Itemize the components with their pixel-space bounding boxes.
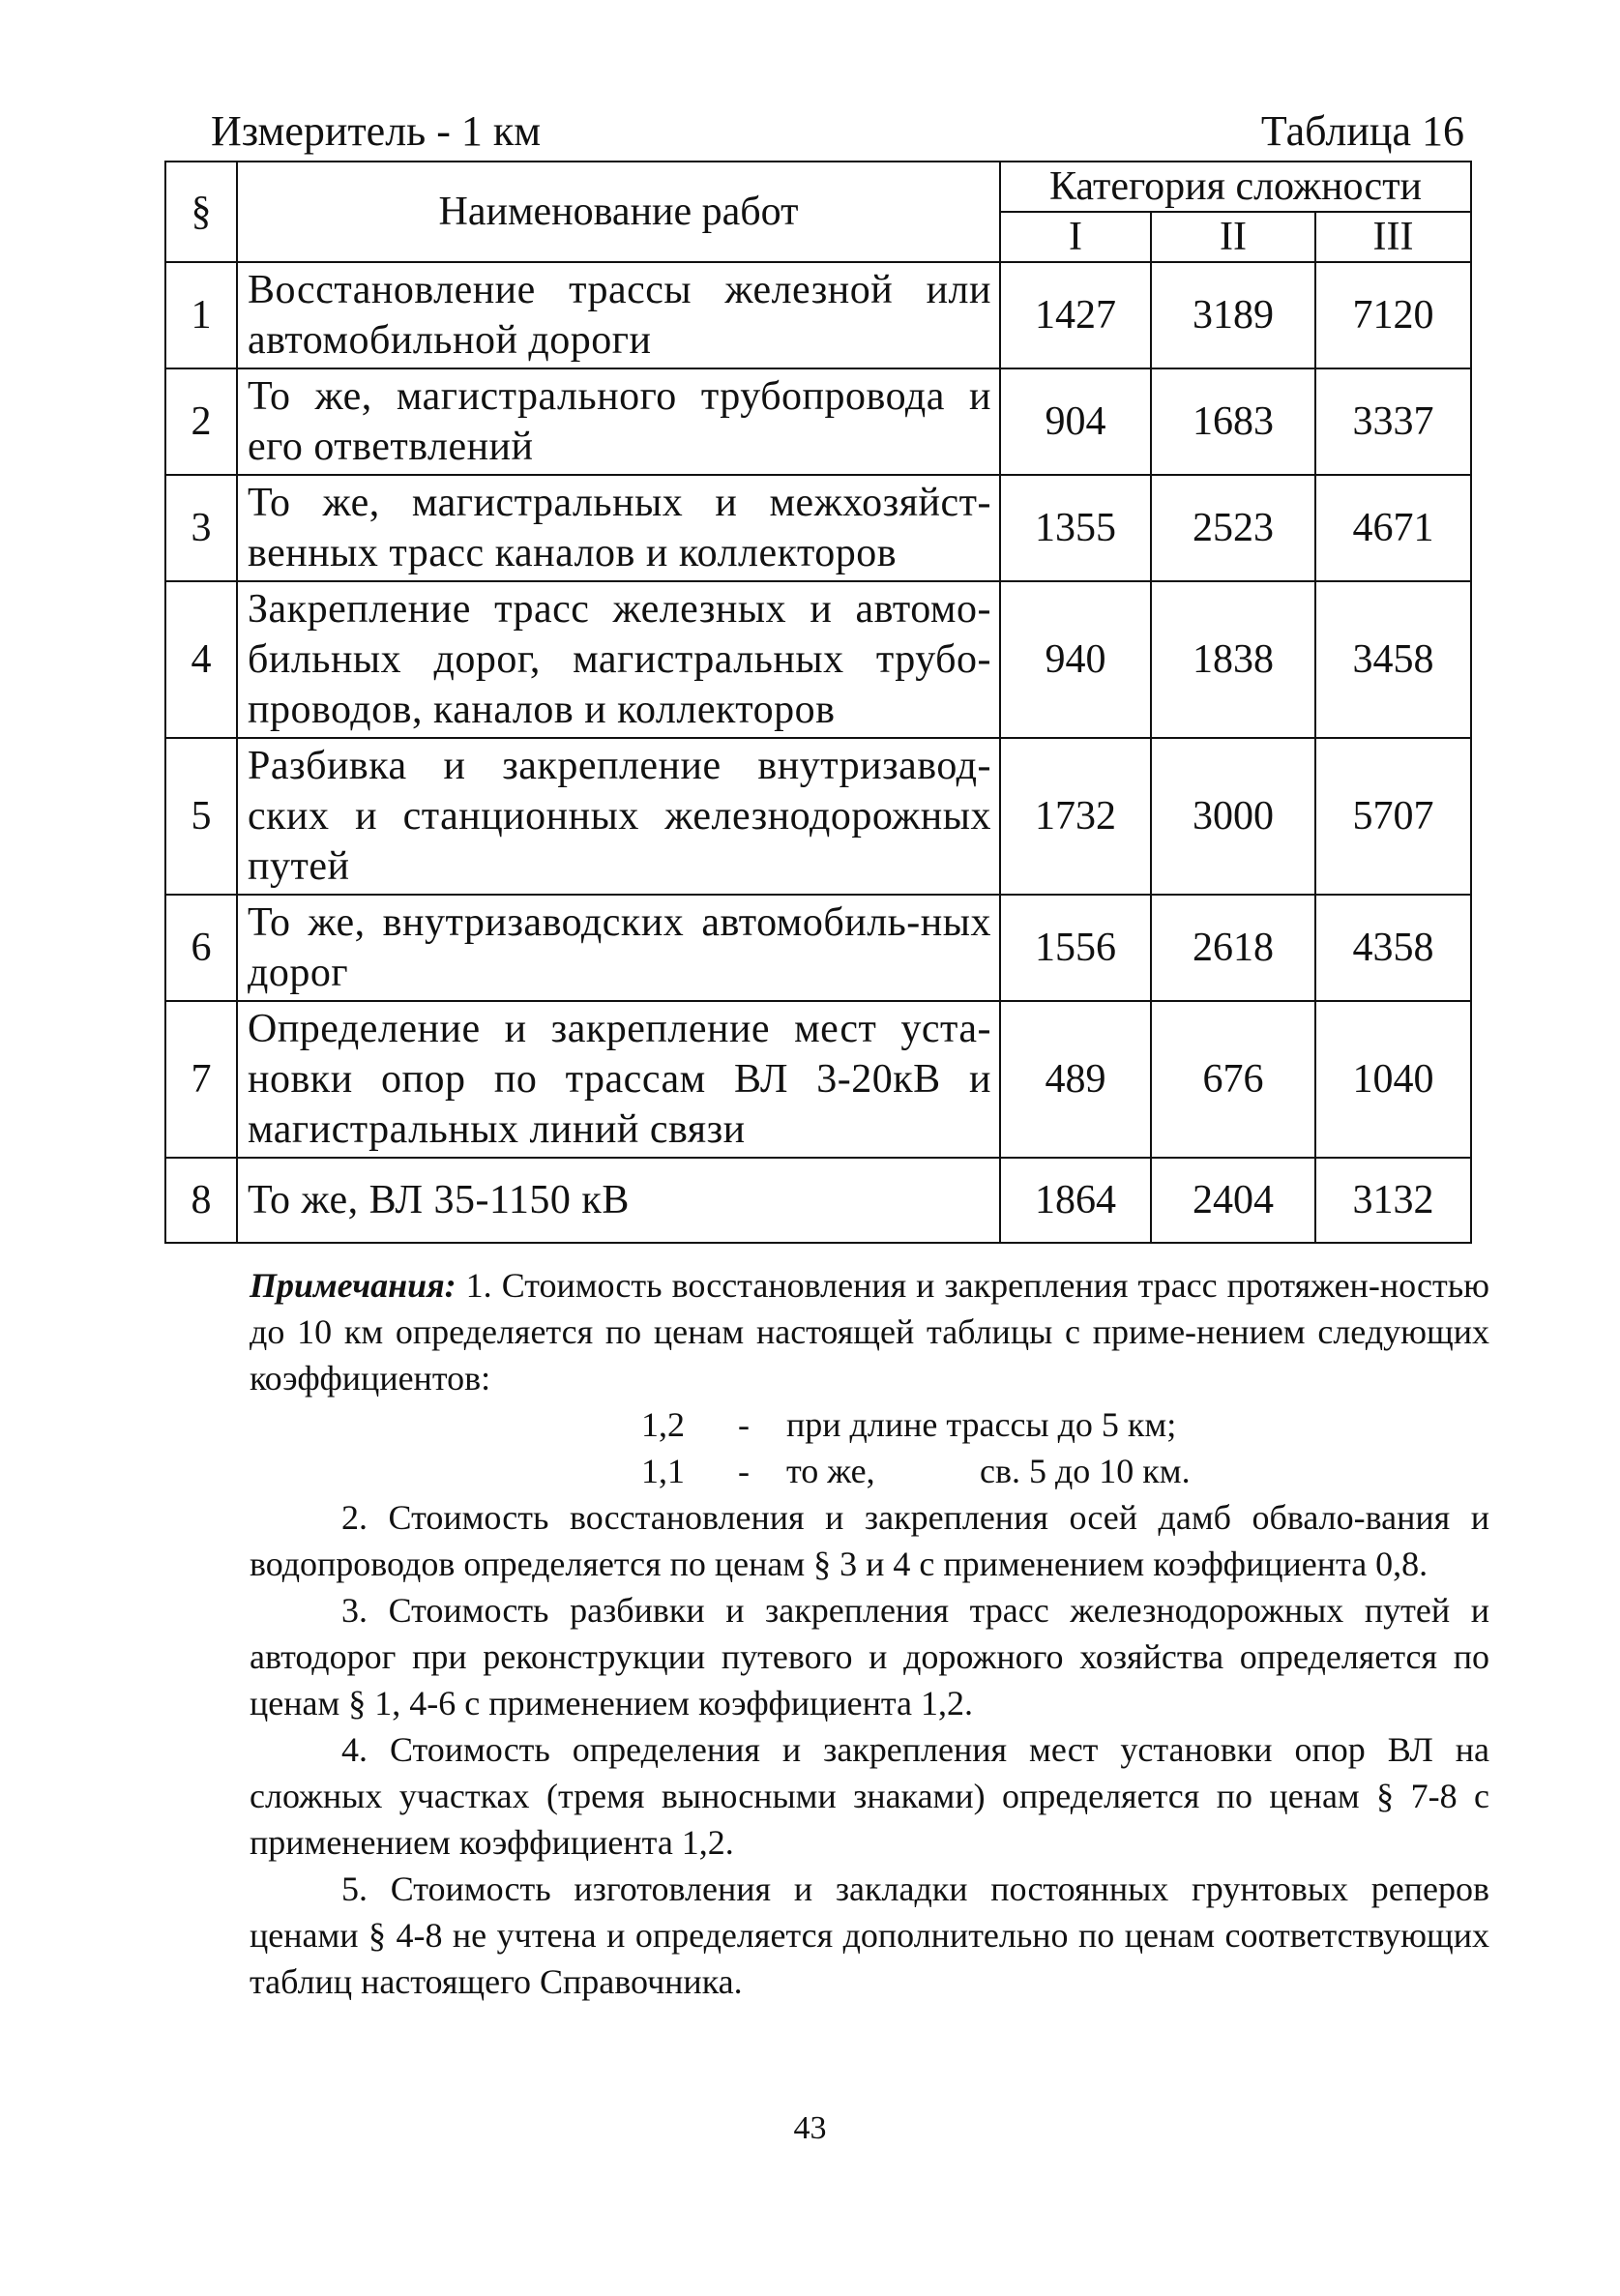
row-value-cat1: 1864	[1000, 1158, 1151, 1243]
table-row	[165, 581, 1471, 738]
row-work-name: То же, внутризаводских автомобиль-ных дорог	[237, 895, 1000, 1001]
row-value-cat2: 3189	[1151, 262, 1315, 368]
row-work-name: Разбивка и закрепление внутризавод-ских и станционных железнодорожных путей	[237, 738, 1000, 895]
row-value-cat2: 676	[1151, 1001, 1315, 1158]
row-work-name: То же, магистрального трубопровода и его ответвлений	[237, 368, 1000, 475]
coefficient-line-1	[250, 1401, 1489, 1448]
row-value-cat3: 7120	[1315, 262, 1471, 368]
table-row	[165, 368, 1471, 475]
row-number: 5	[165, 738, 237, 895]
coefficient-value: 1,2	[641, 1405, 685, 1444]
row-work-name: Восстановление трассы железной или автомобильной дороги	[237, 262, 1000, 368]
table-row	[165, 895, 1471, 1001]
row-value-cat2: 2618	[1151, 895, 1315, 1001]
header-category-3: III	[1315, 212, 1471, 262]
row-value-cat3: 1040	[1315, 1001, 1471, 1158]
row-number: 3	[165, 475, 237, 581]
header-category: Категория сложности	[1000, 162, 1471, 212]
row-number: 2	[165, 368, 237, 475]
header-work-name: Наименование работ	[237, 162, 1000, 262]
row-value-cat1: 489	[1000, 1001, 1151, 1158]
header-category-1: I	[1000, 212, 1151, 262]
coefficient-text: при длине трассы до 5 км;	[786, 1405, 1177, 1444]
coefficient-dash: -	[738, 1405, 750, 1444]
header-category-2: II	[1151, 212, 1315, 262]
row-value-cat3: 3458	[1315, 581, 1471, 738]
table-label: Таблица 16	[1260, 107, 1464, 155]
row-value-cat2: 3000	[1151, 738, 1315, 895]
note-5: 5. Стоимость изготовления и закладки постоянных грунтовых реперов ценами § 4-8 не учтена и определяется дополнительно по ценам соответствующих таблиц настоящего Справочника.	[250, 1869, 1489, 2001]
row-value-cat1: 940	[1000, 581, 1151, 738]
row-value-cat2: 1838	[1151, 581, 1315, 738]
row-value-cat1: 1556	[1000, 895, 1151, 1001]
note-4: 4. Стоимость определения и закрепления мест установки опор ВЛ на сложных участках (тремя выносными знаками) определяется по ценам § 7-8 с применением коэффициента 1,2.	[250, 1730, 1489, 1862]
notes-label: Примечания:	[250, 1266, 457, 1305]
row-value-cat3: 4671	[1315, 475, 1471, 581]
coefficient-line-2	[250, 1448, 1489, 1494]
note-1-text: 1. Стоимость восстановления и закрепления трасс протяжен-ностью до 10 км определяется по ценам настоящей таблицы с приме-нением следующих коэффициентов:	[250, 1266, 1490, 1398]
note-2: 2. Стоимость восстановления и закрепления осей дамб обвало-вания и водопроводов определяется по ценам § 3 и 4 с применением коэффициента 0,8.	[250, 1498, 1489, 1583]
unit-label: Измеритель - 1 км	[211, 107, 542, 155]
row-work-name: Закрепление трасс железных и автомо-бильных дорог, магистральных трубо-проводов, каналов и коллекторов	[237, 581, 1000, 738]
row-value-cat1: 904	[1000, 368, 1151, 475]
header-section: §	[165, 162, 237, 262]
table-row	[165, 1001, 1471, 1158]
coefficient-range: св. 5 до 10 км.	[980, 1452, 1191, 1490]
row-work-name: То же, ВЛ 35-1150 кВ	[237, 1158, 1000, 1243]
row-work-name: Определение и закрепление мест уста-новки опор по трассам ВЛ 3-20кВ и магистральных линий связи	[237, 1001, 1000, 1158]
table-row	[165, 262, 1471, 368]
row-value-cat2: 2404	[1151, 1158, 1315, 1243]
row-value-cat3: 3337	[1315, 368, 1471, 475]
row-number: 8	[165, 1158, 237, 1243]
row-value-cat1: 1355	[1000, 475, 1151, 581]
page-number: 43	[793, 2110, 827, 2146]
table-row	[165, 738, 1471, 895]
coefficient-dash: -	[738, 1452, 750, 1490]
price-table	[164, 161, 1472, 1244]
row-value-cat2: 1683	[1151, 368, 1315, 475]
row-value-cat3: 5707	[1315, 738, 1471, 895]
row-number: 4	[165, 581, 237, 738]
table-row	[165, 1158, 1471, 1243]
row-value-cat2: 2523	[1151, 475, 1315, 581]
row-number: 6	[165, 895, 237, 1001]
row-value-cat3: 4358	[1315, 895, 1471, 1001]
row-value-cat3: 3132	[1315, 1158, 1471, 1243]
note-3: 3. Стоимость разбивки и закрепления трасс железнодорожных путей и автодорог при реконструкции путевого и дорожного хозяйства определяется по ценам § 1, 4-6 с применением коэффициента 1,2.	[250, 1591, 1489, 1722]
notes-section	[250, 1262, 1489, 2005]
coefficient-value: 1,1	[641, 1452, 685, 1490]
coefficient-text: то же,	[786, 1452, 875, 1490]
table-caption	[211, 103, 1464, 161]
table-row	[165, 475, 1471, 581]
row-number: 7	[165, 1001, 237, 1158]
row-number: 1	[165, 262, 237, 368]
note-1	[250, 1262, 1489, 1401]
row-value-cat1: 1732	[1000, 738, 1151, 895]
row-work-name: То же, магистральных и межхозяйст-венных трасс каналов и коллекторов	[237, 475, 1000, 581]
row-value-cat1: 1427	[1000, 262, 1151, 368]
